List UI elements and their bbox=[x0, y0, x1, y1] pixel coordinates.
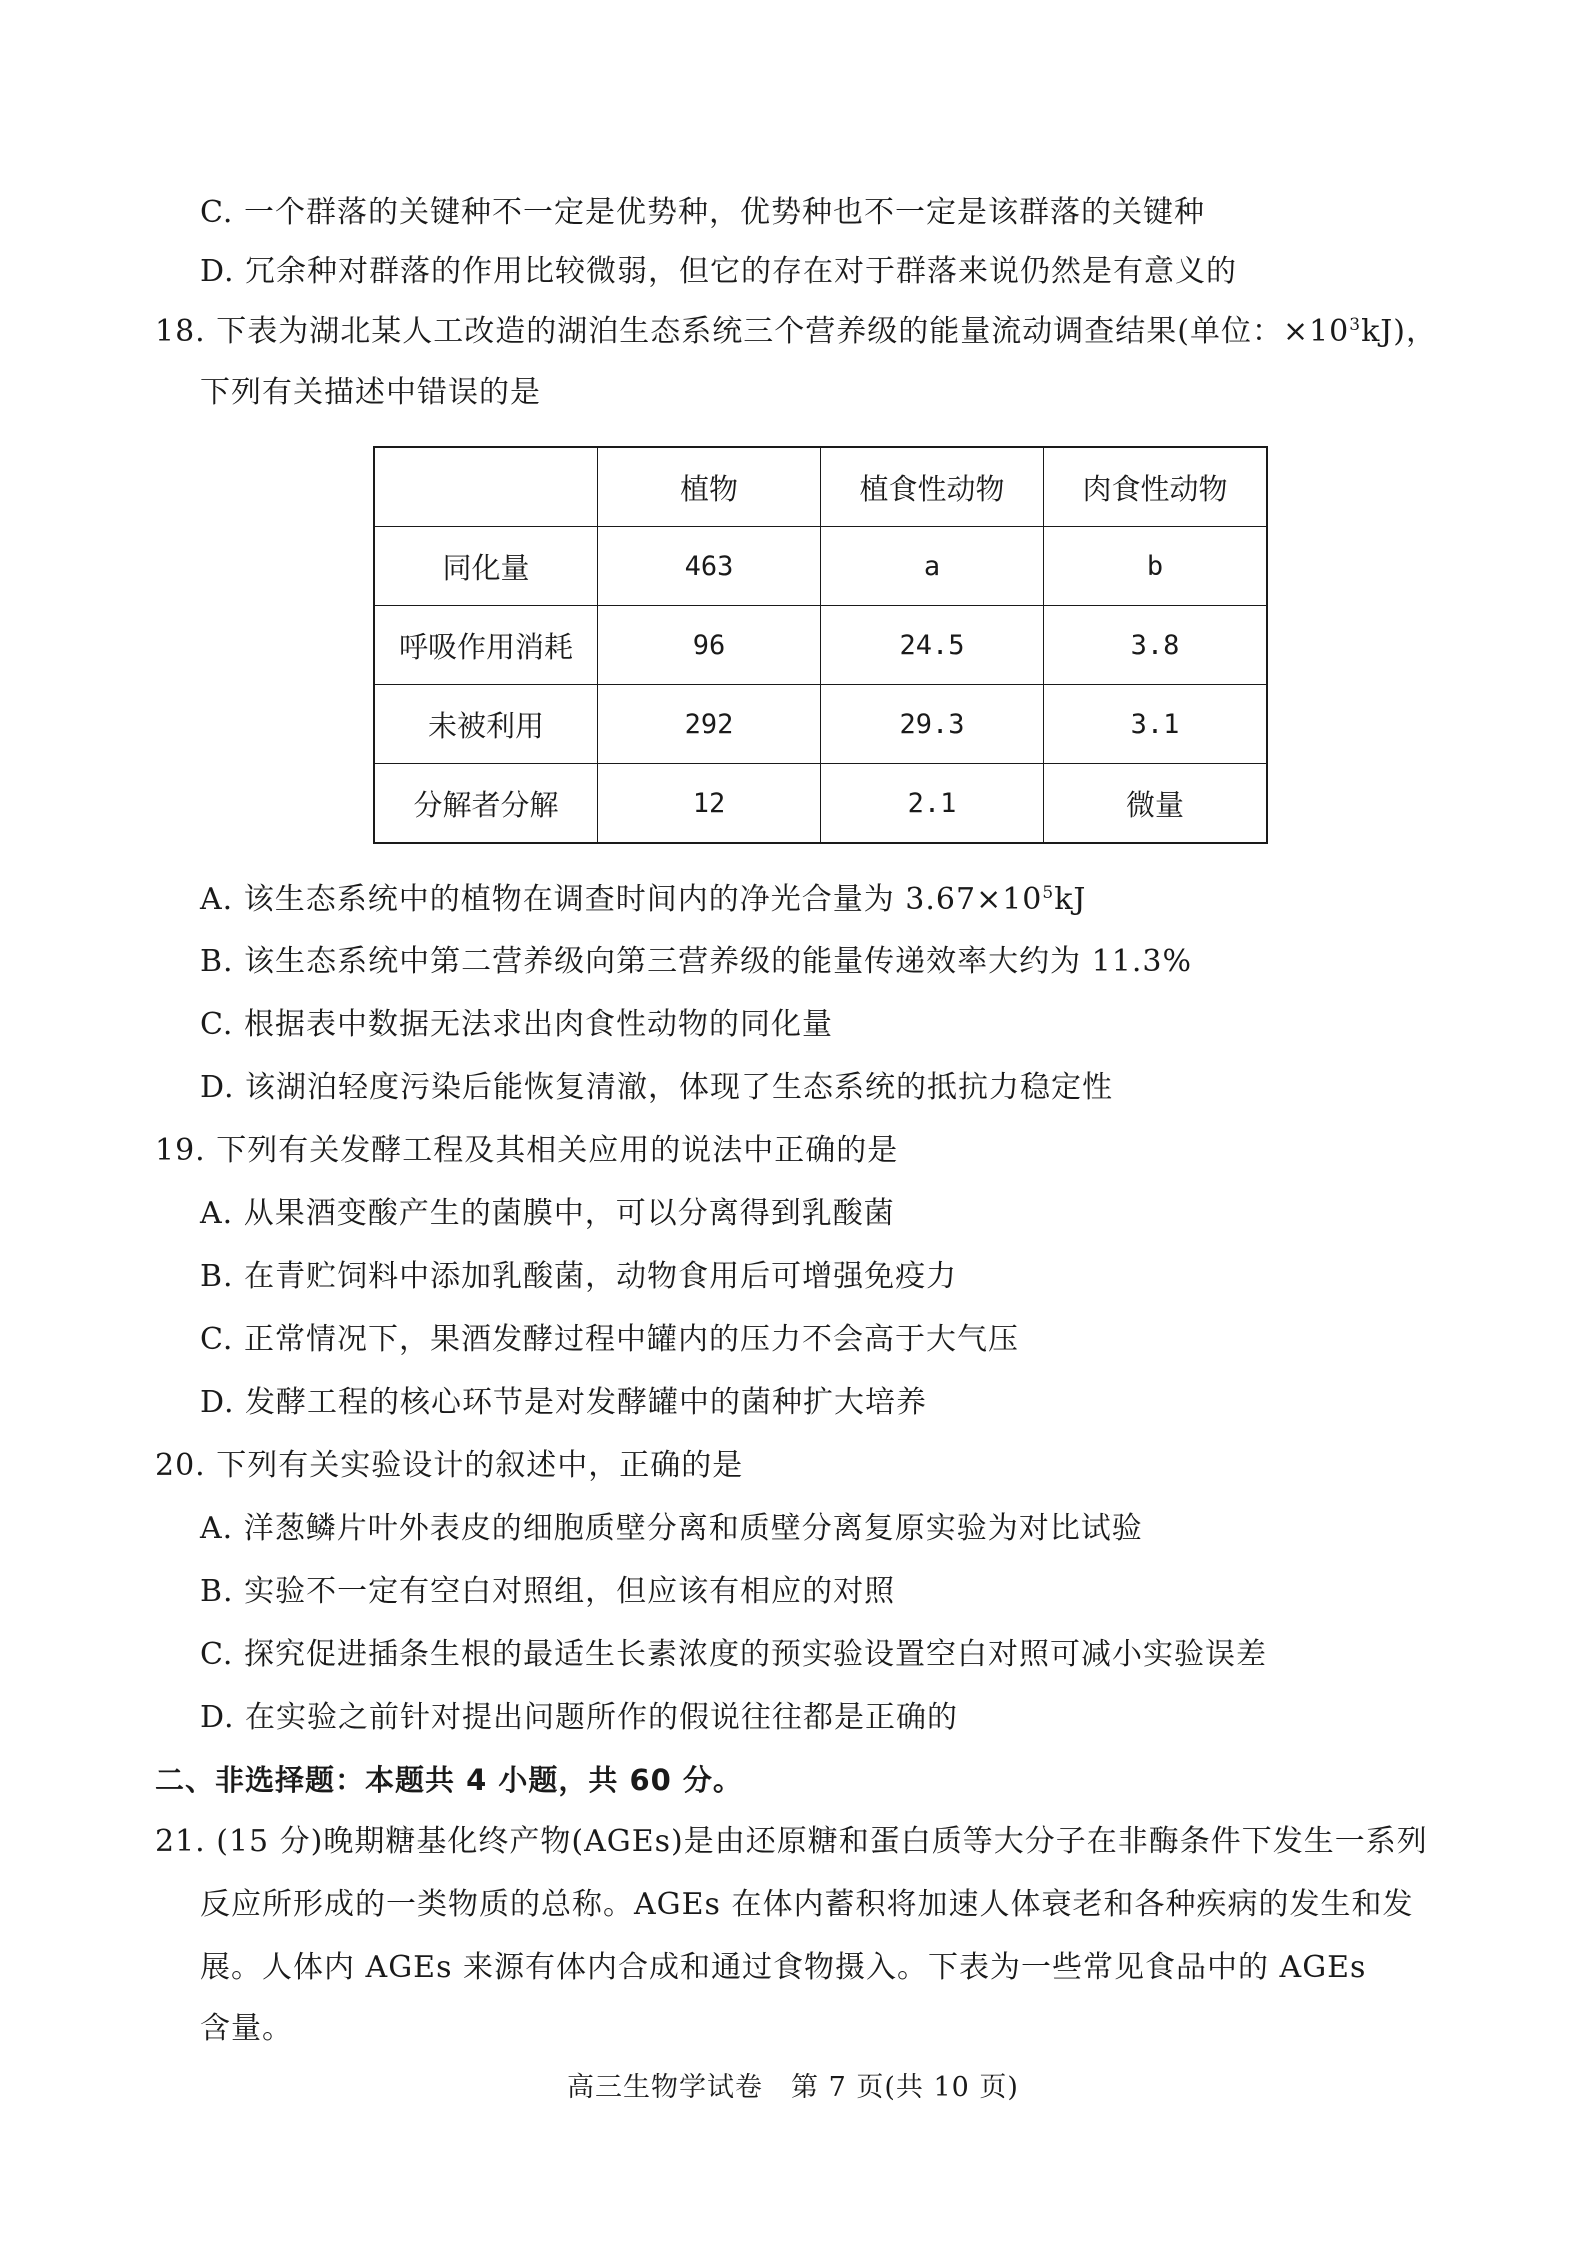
q18-stem-exponent: 3 bbox=[1349, 315, 1362, 335]
q19-option-b: B. 在青贮饲料中添加乳酸菌，动物食用后可增强免疫力 bbox=[200, 1259, 958, 1294]
table-cell: 24.5 bbox=[821, 606, 1044, 685]
table-header-cell: 植食性动物 bbox=[821, 447, 1044, 527]
table-cell: a bbox=[821, 527, 1044, 606]
section-2-heading: 二、非选择题：本题共 4 小题，共 60 分。 bbox=[155, 1763, 743, 1797]
table-row-label: 呼吸作用消耗 bbox=[374, 606, 598, 685]
table-cell: 3.1 bbox=[1044, 685, 1268, 764]
table-row-label: 分解者分解 bbox=[374, 764, 598, 844]
table-cell: 微量 bbox=[1044, 764, 1268, 844]
q18-option-a bbox=[200, 880, 1086, 920]
table-header-cell: 植物 bbox=[598, 447, 821, 527]
q19-option-d: D. 发酵工程的核心环节是对发酵罐中的菌种扩大培养 bbox=[200, 1385, 928, 1420]
q18-option-a-unit: kJ bbox=[1054, 882, 1087, 917]
table-row bbox=[374, 527, 1267, 606]
page-footer: 高三生物学试卷 第 7 页(共 10 页) bbox=[567, 2072, 1019, 2103]
q18-stem-unit: kJ)， bbox=[1361, 314, 1438, 349]
q17-option-c: C. 一个群落的关键种不一定是优势种，优势种也不一定是该群落的关键种 bbox=[200, 195, 1205, 230]
table-row-label: 同化量 bbox=[374, 527, 598, 606]
q17-option-d: D. 冗余种对群落的作用比较微弱，但它的存在对于群落来说仍然是有意义的 bbox=[200, 254, 1238, 289]
table-cell: 12 bbox=[598, 764, 821, 844]
q20-stem: 20. 下列有关实验设计的叙述中，正确的是 bbox=[155, 1448, 744, 1483]
q19-stem: 19. 下列有关发酵工程及其相关应用的说法中正确的是 bbox=[155, 1133, 899, 1168]
q20-option-b: B. 实验不一定有空白对照组，但应该有相应的对照 bbox=[200, 1574, 896, 1609]
q19-option-c: C. 正常情况下，果酒发酵过程中罐内的压力不会高于大气压 bbox=[200, 1322, 1019, 1357]
table-cell: 463 bbox=[598, 527, 821, 606]
table-row bbox=[374, 764, 1267, 844]
table-cell: 96 bbox=[598, 606, 821, 685]
q19-option-a: A. 从果酒变酸产生的菌膜中，可以分离得到乳酸菌 bbox=[200, 1196, 895, 1231]
q20-option-a: A. 洋葱鳞片叶外表皮的细胞质壁分离和质壁分离复原实验为对比试验 bbox=[200, 1511, 1143, 1546]
table-header-cell bbox=[374, 447, 598, 527]
table-cell: b bbox=[1044, 527, 1268, 606]
q21-line-3: 展。人体内 AGEs 来源有体内合成和通过食物摄入。下表为一些常见食品中的 AGEs bbox=[200, 1950, 1367, 1985]
table-cell: 292 bbox=[598, 685, 821, 764]
q21-line-1: 21. (15 分)晚期糖基化终产物(AGEs)是由还原糖和蛋白质等大分子在非酶条件下发生一系列 bbox=[155, 1824, 1428, 1859]
table-cell: 2.1 bbox=[821, 764, 1044, 844]
q18-stem-text: 18. 下表为湖北某人工改造的湖泊生态系统三个营养级的能量流动调查结果(单位：×10 bbox=[155, 314, 1350, 349]
table-cell: 3.8 bbox=[1044, 606, 1268, 685]
q18-option-a-exponent: 5 bbox=[1042, 883, 1055, 903]
q18-option-d: D. 该湖泊轻度污染后能恢复清澈，体现了生态系统的抵抗力稳定性 bbox=[200, 1070, 1114, 1105]
q18-option-a-text: A. 该生态系统中的植物在调查时间内的净光合量为 3.67×10 bbox=[200, 882, 1043, 917]
table-row-label: 未被利用 bbox=[374, 685, 598, 764]
table-cell: 29.3 bbox=[821, 685, 1044, 764]
table-header-cell: 肉食性动物 bbox=[1044, 447, 1268, 527]
q21-line-2: 反应所形成的一类物质的总称。AGEs 在体内蓄积将加速人体衰老和各种疾病的发生和发 bbox=[200, 1887, 1414, 1922]
energy-flow-table bbox=[373, 446, 1268, 844]
table-row bbox=[374, 606, 1267, 685]
q18-stem-line-2: 下列有关描述中错误的是 bbox=[200, 375, 541, 410]
table-header-row bbox=[374, 447, 1267, 527]
q20-option-c: C. 探究促进插条生根的最适生长素浓度的预实验设置空白对照可减小实验误差 bbox=[200, 1637, 1267, 1672]
q21-line-4: 含量。 bbox=[200, 2011, 293, 2046]
q18-option-c: C. 根据表中数据无法求出肉食性动物的同化量 bbox=[200, 1007, 833, 1042]
table-row bbox=[374, 685, 1267, 764]
q18-stem-line-1 bbox=[155, 312, 1437, 352]
q18-option-b: B. 该生态系统中第二营养级向第三营养级的能量传递效率大约为 11.3% bbox=[200, 944, 1192, 979]
q20-option-d: D. 在实验之前针对提出问题所作的假说往往都是正确的 bbox=[200, 1700, 959, 1735]
